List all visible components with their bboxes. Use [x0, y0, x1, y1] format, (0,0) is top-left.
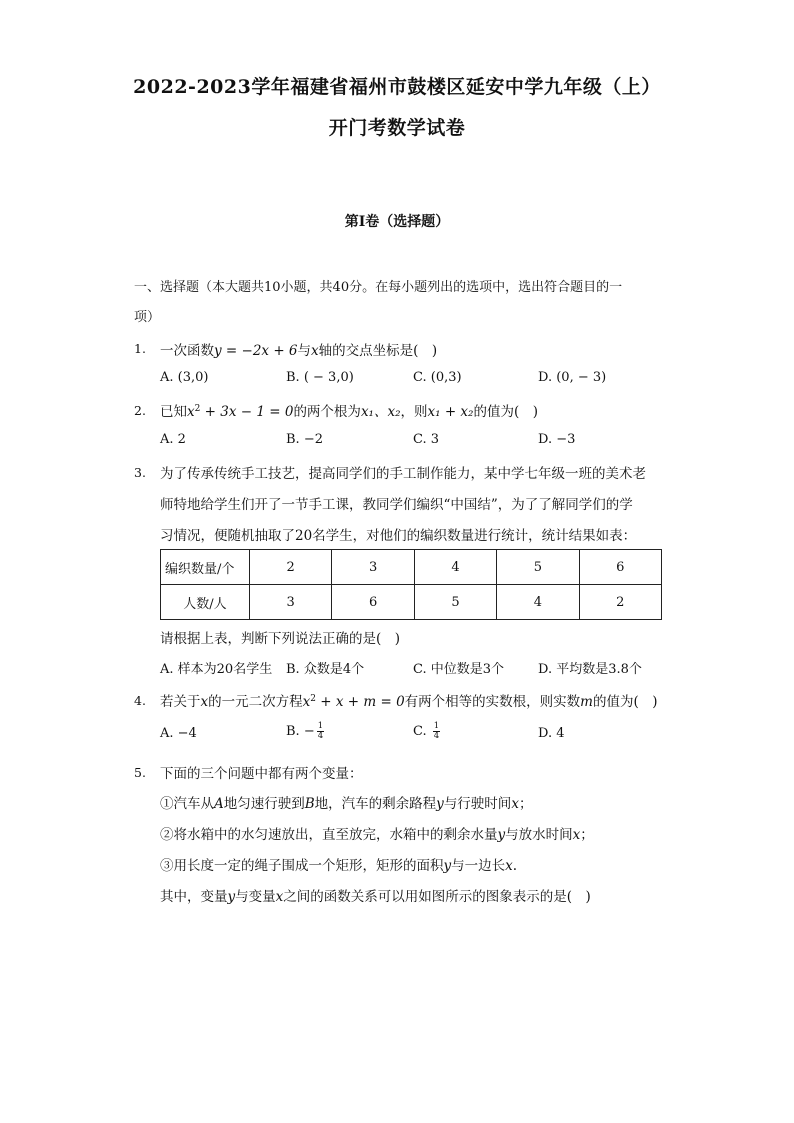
q3-option-b[interactable]: B. 众数是4个 [286, 662, 365, 677]
table-cell: 2 [250, 550, 332, 585]
q4-option-a[interactable]: A. −4 [160, 726, 197, 741]
q2-option-d[interactable]: D. −3 [538, 432, 576, 447]
instructions-line2: 项） [134, 310, 161, 325]
q2-option-a[interactable]: A. 2 [160, 432, 186, 447]
question-3-line2: 师特地给学生们开了一节手工课，教同学们编织“中国结”，为了了解同学们的学 [160, 497, 633, 513]
q1-option-a[interactable]: A. (3,0) [160, 370, 209, 385]
question-4-text: 若关于x的一元二次方程$x^2 + x + m = 0$有两个相等的实数根，则实数m的值为( ) [160, 694, 658, 710]
q4-option-c[interactable]: C. $\frac{1}{4}$ [413, 721, 440, 741]
instructions-line1: 一、选择题（本大题共10小题，共40分。在每小题列出的选项中，选出符合题目的一 [134, 280, 623, 295]
question-1-number: 1. [134, 341, 146, 356]
question-1-text: 一次函数y = −2x + 6与x轴的交点坐标是( ) [160, 343, 438, 359]
exam-title-line2: 开门考数学试卷 [328, 117, 466, 139]
fraction-one-quarter: $\frac{1}{4}$ [433, 721, 440, 741]
table-row-count [161, 550, 662, 585]
table-cell: 6 [579, 550, 661, 585]
table-header-people: 人数/人 [161, 585, 250, 620]
question-2-number: 2. [134, 403, 146, 418]
table-cell: 5 [414, 585, 496, 620]
q4-option-d[interactable]: D. 4 [538, 726, 565, 741]
question-3-line3: 习情况，便随机抽取了20名学生，对他们的编织数量进行统计，统计结果如表： [160, 528, 637, 544]
q1-option-c[interactable]: C. (0,3) [413, 370, 462, 385]
section-title: 第I卷（选择题） [344, 214, 450, 230]
question-5-prompt: 其中，变量y与变量x之间的函数关系可以用如图所示的图象表示的是( ) [160, 889, 591, 905]
q3-option-a[interactable]: A. 样本为20名学生 [160, 662, 273, 677]
question-4-number: 4. [134, 693, 146, 708]
question-5-number: 5. [134, 765, 146, 780]
table-cell: 5 [497, 550, 579, 585]
q3-option-c[interactable]: C. 中位数是3个 [413, 662, 505, 677]
q2-option-b[interactable]: B. −2 [286, 432, 323, 447]
question-5-item2: ②将水箱中的水匀速放出，直至放完，水箱中的剩余水量y与放水时间x； [160, 827, 594, 843]
question-3-number: 3. [134, 465, 146, 480]
table-cell: 2 [579, 585, 661, 620]
table-cell: 6 [332, 585, 414, 620]
table-header-count: 编织数量/个 [161, 550, 250, 585]
statistics-table [160, 549, 662, 620]
q1-option-d[interactable]: D. (0, − 3) [538, 370, 607, 385]
q4-equation: $x^2 + x + m = 0$ [302, 694, 405, 710]
question-3-line1: 为了传承传统手工技艺，提高同学们的手工制作能力，某中学七年级一班的美术老 [160, 466, 646, 482]
table-cell: 4 [414, 550, 496, 585]
q1-option-b[interactable]: B. ( − 3,0) [286, 370, 354, 385]
q1-expression: y = −2x + 6 [214, 343, 298, 359]
q3-option-d[interactable]: D. 平均数是3.8个 [538, 662, 642, 677]
exam-title-line1: 2022-2023学年福建省福州市鼓楼区延安中学九年级（上） [133, 76, 661, 98]
table-row-people [161, 585, 662, 620]
q2-equation: $x^2 + 3x - 1 = 0$ [187, 404, 294, 420]
table-cell: 3 [250, 585, 332, 620]
table-cell: 4 [497, 585, 579, 620]
question-5-item3: ③用长度一定的绳子围成一个矩形，矩形的面积y与一边长x. [160, 858, 518, 874]
question-3-prompt: 请根据上表，判断下列说法正确的是( ) [160, 631, 401, 647]
question-5-item1: ①汽车从A地匀速行驶到B地，汽车的剩余路程y与行驶时间x； [160, 796, 533, 812]
q4-option-b[interactable]: B. − $\frac{1}{4}$ [286, 721, 324, 741]
table-cell: 3 [332, 550, 414, 585]
fraction-one-quarter: $\frac{1}{4}$ [317, 721, 324, 741]
question-2-text: 已知$x^2 + 3x - 1 = 0$的两个根为x₁、x₂，则x₁ + x₂的值为( ) [160, 404, 538, 420]
question-5-intro: 下面的三个问题中都有两个变量： [160, 766, 363, 782]
q2-option-c[interactable]: C. 3 [413, 432, 440, 447]
